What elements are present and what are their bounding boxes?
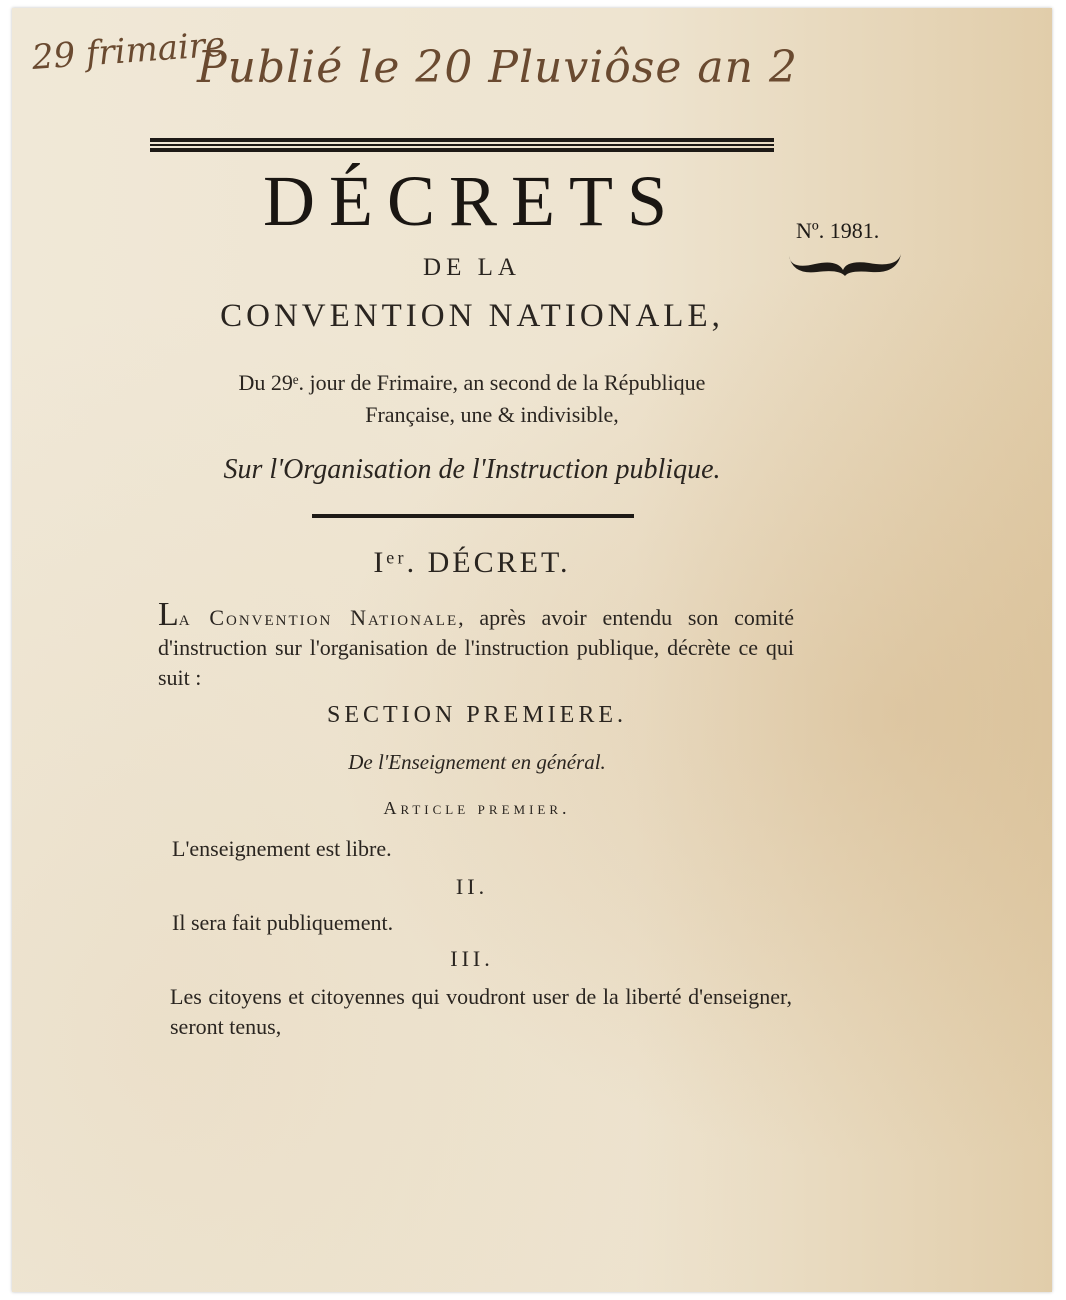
- article-1-text: L'enseignement est libre.: [172, 836, 392, 861]
- article-3-text: Les citoyens et citoyennes qui voudront user de la liberté d'enseigner, seront tenus,: [170, 984, 792, 1039]
- preamble-paragraph: [158, 596, 794, 693]
- section-subtitle: De l'Enseignement en général.: [348, 750, 606, 774]
- preamble-text: , après avoir entendu son comité d'instruction sur l'organisation de l'instruction publique, décrète ce qui suit :: [158, 605, 794, 690]
- article-heading: Article premier.: [383, 798, 571, 818]
- document-title: DÉCRETS: [262, 161, 682, 241]
- preamble-smallcaps: a Convention Nationale: [178, 605, 459, 630]
- decree-heading: Iᵉʳ. DÉCRET.: [373, 546, 571, 579]
- section-title: SECTION PREMIERE.: [326, 702, 627, 728]
- date-line-2: Française, une & indivisible,: [365, 402, 619, 427]
- article-2-text: Il sera fait publiquement.: [172, 910, 394, 935]
- header-double-rule: [150, 138, 774, 152]
- drop-cap: L: [158, 596, 179, 633]
- handwritten-date-annotation: 29 frimaire: [30, 24, 227, 78]
- date-line-1: Du 29ᵉ. jour de Frimaire, an second de la République: [238, 370, 706, 395]
- document-subject: Sur l'Organisation de l'Instruction publique.: [223, 454, 721, 485]
- document-subtitle-convention: CONVENTION NATIONALE,: [220, 298, 724, 334]
- handwritten-publication-annotation: Publié le 20 Pluviôse an 2: [197, 42, 798, 93]
- decree-number: Nº. 1981.: [796, 218, 880, 243]
- article-2-number: II.: [455, 874, 489, 899]
- article-3-number: III.: [450, 946, 494, 971]
- document-subtitle-de-la: DE LA: [423, 254, 521, 281]
- document-page: [12, 8, 1052, 1292]
- section-rule: [312, 514, 634, 518]
